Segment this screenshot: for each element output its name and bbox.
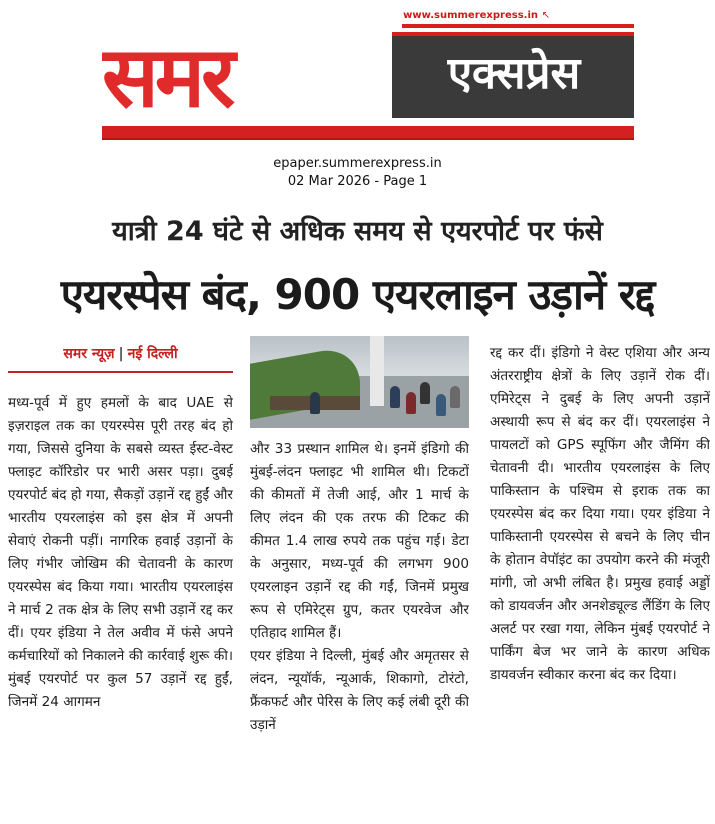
photo-person: [450, 386, 460, 408]
byline-place: नई दिल्ली: [127, 346, 178, 362]
article-paragraph: रद्द कर दीं। इंडिगो ने वेस्ट एशिया और अन्य अंतरराष्ट्रीय क्षेत्रों के लिए उड़ानें रोक दीं। एमिरेट्स ने दुबई के लिए अपनी उड़ानें अस्थायी रूप से बंद कर दीं। एयरलाइंस ने पायलटों को GPS स्पूफिंग और जैमिंग की चेतावनी दी। भारतीय एयरलाइंस के लिए पाकिस्तान के पश्चिम से इराक तक का एयरस्पेस बंद कर दिया गया। एयर इंडिया ने पाकिस्तानी एयरस्पेस से बचने के लिए चीन के होतान वेपॉइंट का उपयोग करने की मंजूरी मांगी, जो अभी लंबित है। प्रमुख हवाई अड्डों को डायवर्जन और अनशेड्यूल्ड लैंडिंग के लिए अलर्ट पर रखा गया, लेकिन मुंबई एयरपोर्ट ने पार्किंग बेज भर जाने के कारण अधिक डायवर्जन स्वीकार करना बंद कर दिया।: [490, 345, 710, 683]
photo-person: [436, 394, 446, 416]
photo-person: [390, 386, 400, 408]
byline-source: समर न्यूज़: [63, 346, 115, 362]
masthead-top-bar: [102, 8, 634, 24]
article-photo: [250, 336, 469, 428]
article-paragraph: और 33 प्रस्थान शामिल थे। इनमें इंडिगो की मुंबई-लंदन फ्लाइट भी शामिल थी। टिकटों की कीमतों में तेजी आई, और 1 मार्च के लिए लंदन की एक तरफ की टिकट की कीमत 1.4 लाख रुपये तक पहुंच गई। डेटा के अनुसार, मध्य-पूर्व की लगभग 900 एयरलाइन उड़ानें रद्द की गईं, जिनमें प्रमुख रूप से एमिरेट्स ग्रुप, कतर एयरवेज और एतिहाद शामिल हैं।: [250, 441, 469, 641]
edition-date-page: 02 Mar 2026 - Page 1: [287, 174, 428, 189]
edition-site[interactable]: epaper.summerexpress.in: [273, 156, 442, 171]
photo-person: [310, 392, 320, 414]
masthead-url[interactable]: www.summerexpress.in: [403, 10, 538, 21]
byline-separator: |: [118, 346, 124, 362]
masthead-red-line: [402, 24, 634, 28]
byline-rule: [8, 371, 233, 373]
article-paragraph: एयर इंडिया ने दिल्ली, मुंबई और अमृतसर से लंदन, न्यूयॉर्क, न्यूआर्क, शिकागो, टोरंटो, फ्रैंकफर्ट और पेरिस के लिए कई लंबी दूरी की उड़ानें: [250, 648, 469, 733]
article-paragraph: मध्य-पूर्व में हुए हमलों के बाद UAE से इज़राइल तक का एयरस्पेस पूरी तरह बंद हो गया, जिससे दुनिया के सबसे व्यस्त ईस्ट-वेस्ट फ्लाइट कॉरिडोर पर भारी असर पड़ा। दुबई एयरपोर्ट बंद हो गया, सैकड़ों उड़ानें रद्द हुईं और भारतीय एयरलाइंस को इस क्षेत्र में अपनी सेवाएं रोकनी पड़ीं। नागरिक हवाई उड़ानों के लिए गंभीर जोखिम की चेतावनी के कारण एयरस्पेस बंद किया गया। भारतीय एयरलाइंस ने मार्च 2 तक क्षेत्र के लिए सभी उड़ानें रद्द कर दीं। एयर इंडिया ने तेल अवीव में फंसे अपने कर्मचारियों को निकालने की कार्रवाई शुरू की। मुंबई एयरपोर्ट पर कुल 57 उड़ानें रद्द हुईं, जिनमें 24 आगमन: [8, 395, 233, 710]
article-column-2: [250, 438, 469, 818]
masthead-red-band: [102, 126, 634, 138]
edition-meta: [0, 155, 715, 191]
photo-person: [406, 392, 416, 414]
article-kicker: यात्री 24 घंटे से अधिक समय से एयरपोर्ट पर फंसे: [112, 216, 603, 247]
article-column-3: [490, 342, 710, 818]
photo-pillar: [370, 336, 384, 406]
masthead-red-band-shadow: [102, 138, 634, 140]
article-column-1: [8, 392, 233, 816]
photo-person: [420, 382, 430, 404]
masthead: [102, 8, 634, 138]
article-headline: एयरस्पेस बंद, 900 एयरलाइन उड़ानें रद्द: [60, 270, 655, 319]
byline: [8, 342, 233, 366]
masthead-title-main: समर: [102, 28, 232, 126]
cursor-arrow-icon: ↖: [541, 10, 550, 21]
masthead-title-sub: एक्सप्रेस: [447, 48, 581, 99]
